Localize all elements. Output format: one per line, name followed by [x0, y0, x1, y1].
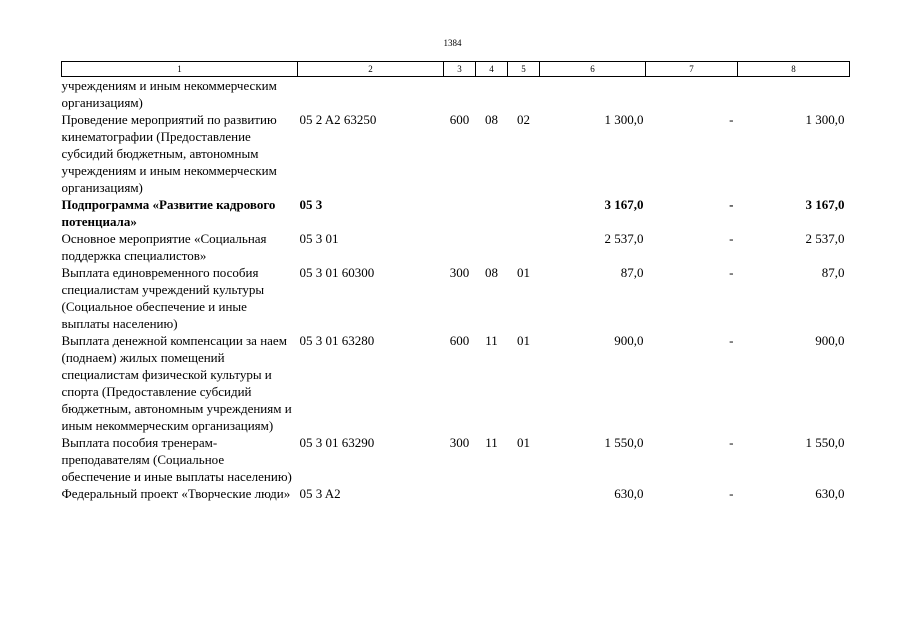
row-name: Подпрограмма «Развитие кадрового потенциала»: [61, 197, 276, 229]
row-column-7: -: [729, 231, 734, 246]
table-row: [62, 230, 850, 264]
row-name: Проведение мероприятий по развитию кинематографии (Предоставление субсидий бюджетным, автономным учреждениям и иным некоммерческим организациям): [61, 112, 277, 195]
row-name: Федеральный проект «Творческие люди»: [61, 486, 291, 501]
row-section: 08: [485, 112, 498, 127]
row-column-7: -: [729, 333, 734, 348]
row-name: Основное мероприятие «Социальная поддержка специалистов»: [61, 231, 267, 263]
row-name: Выплата единовременного пособия специалистам учреждений культуры (Социальное обеспечение и иные выплаты населению): [61, 265, 265, 331]
row-total: [738, 77, 850, 112]
row-subsection: 01: [517, 435, 530, 450]
row-subsection: 01: [517, 265, 530, 280]
row-subsection: [508, 230, 540, 264]
column-header-2: 2: [298, 62, 444, 77]
row-total: 2 537,0: [805, 231, 845, 246]
row-amount: 1 550,0: [604, 435, 644, 450]
row-section: [476, 196, 508, 230]
row-subsection: [508, 485, 540, 502]
row-name: учреждениям и иным некоммерческим организациям): [61, 78, 277, 110]
row-amount: 3 167,0: [604, 197, 644, 212]
row-expense-type: [444, 77, 476, 112]
row-subsection: [508, 77, 540, 112]
row-section: 11: [485, 435, 498, 450]
column-header-1: 1: [62, 62, 298, 77]
row-section: 08: [485, 265, 498, 280]
row-amount: 2 537,0: [604, 231, 644, 246]
table-header: [62, 62, 850, 77]
row-code: 05 3 01 63280: [299, 333, 375, 348]
row-column-7: [646, 77, 738, 112]
row-expense-type: [444, 196, 476, 230]
row-total: 3 167,0: [805, 197, 845, 212]
table-row: [62, 434, 850, 485]
column-header-4: 4: [476, 62, 508, 77]
row-total: 87,0: [821, 265, 845, 280]
row-section: [476, 485, 508, 502]
row-total: 1 300,0: [805, 112, 845, 127]
row-code: 05 3 01: [299, 231, 339, 246]
row-section: [476, 230, 508, 264]
row-column-7: -: [729, 435, 734, 450]
row-amount: 1 300,0: [604, 112, 644, 127]
row-total: 900,0: [815, 333, 845, 348]
row-name: Выплата денежной компенсации за наем (поднаем) жилых помещений специалистам физической культуры и спорта (Предоставление субсидий бюджетным, автономным учреждениям и иным некоммерческим организациям): [61, 333, 292, 433]
table-row: [62, 77, 850, 112]
row-subsection: [508, 196, 540, 230]
row-amount: 900,0: [614, 333, 644, 348]
row-code: 05 3 A2: [299, 486, 341, 501]
row-code: 05 3 01 63290: [299, 435, 375, 450]
row-code: [298, 77, 444, 112]
row-expense-type: [444, 230, 476, 264]
column-header-6: 6: [540, 62, 646, 77]
table-row: [62, 485, 850, 502]
row-amount: [540, 77, 646, 112]
column-header-3: 3: [444, 62, 476, 77]
row-expense-type: 300: [449, 435, 470, 450]
column-header-5: 5: [508, 62, 540, 77]
row-name: Выплата пособия тренерам-преподавателям (Социальное обеспечение и иные выплаты населению): [61, 435, 292, 484]
row-column-7: -: [729, 486, 734, 501]
row-code: 05 3 01 60300: [299, 265, 375, 280]
column-number-row: [62, 62, 850, 77]
row-code: 05 3: [299, 197, 323, 212]
row-total: 630,0: [815, 486, 845, 501]
budget-table: [61, 61, 850, 502]
page-number: 1384: [443, 38, 462, 48]
row-total: 1 550,0: [805, 435, 845, 450]
row-expense-type: 600: [449, 112, 470, 127]
table-row: [62, 111, 850, 196]
row-section: [476, 77, 508, 112]
column-header-8: 8: [738, 62, 850, 77]
row-expense-type: [444, 485, 476, 502]
row-section: 11: [485, 333, 498, 348]
row-expense-type: 600: [449, 333, 470, 348]
row-amount: 87,0: [620, 265, 644, 280]
row-code: 05 2 A2 63250: [299, 112, 377, 127]
table-row: [62, 264, 850, 332]
column-header-7: 7: [646, 62, 738, 77]
row-subsection: 02: [517, 112, 530, 127]
row-column-7: -: [729, 197, 734, 212]
row-expense-type: 300: [449, 265, 470, 280]
row-subsection: 01: [517, 333, 530, 348]
table-body: [62, 77, 850, 503]
row-amount: 630,0: [614, 486, 644, 501]
row-column-7: -: [729, 265, 734, 280]
table-row: [62, 196, 850, 230]
table-row: [62, 332, 850, 434]
row-column-7: -: [729, 112, 734, 127]
